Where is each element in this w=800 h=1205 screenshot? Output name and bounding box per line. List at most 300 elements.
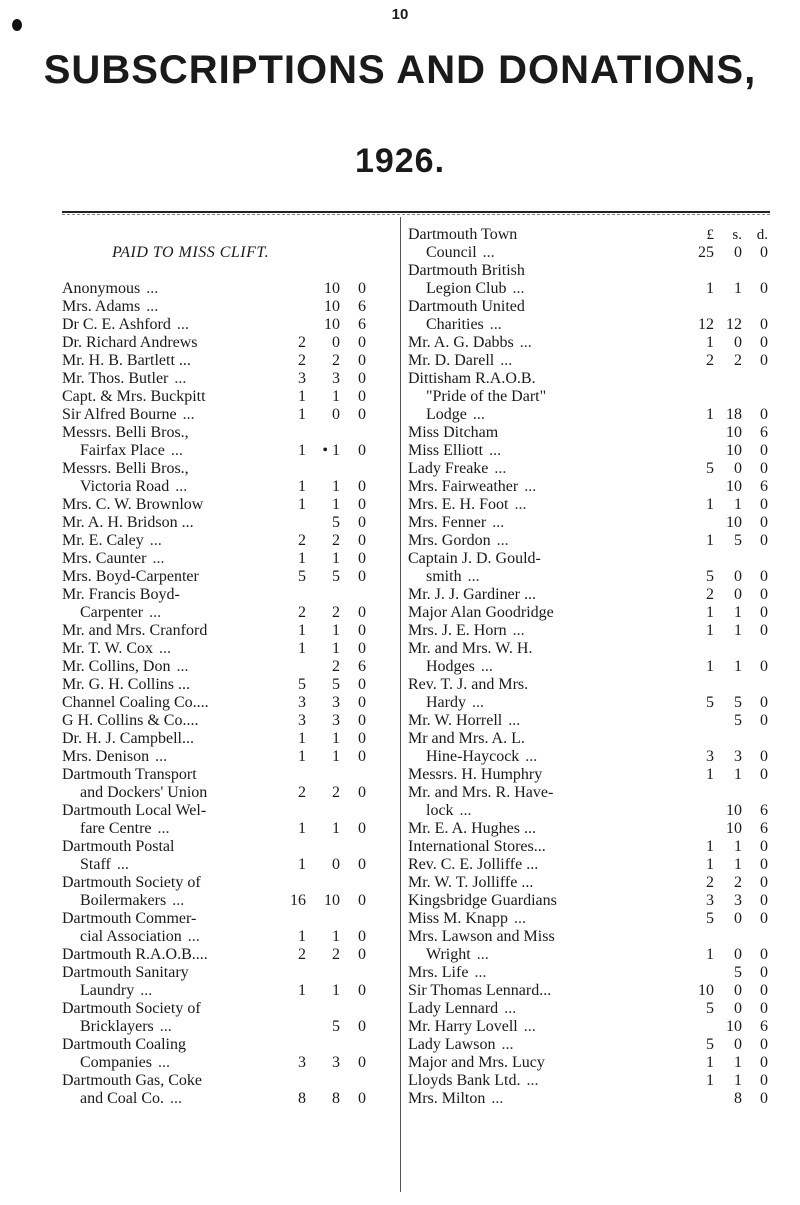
- donor-name-text: Miss Elliott: [408, 442, 484, 459]
- donor-name: [62, 964, 189, 982]
- donation-entry: [62, 604, 392, 622]
- amount-pence: 0: [358, 1054, 366, 1071]
- donation-entry: [62, 1018, 392, 1036]
- amount-shillings: 1: [332, 982, 340, 999]
- leader-dots: ...: [482, 244, 495, 261]
- leader-dots: ...: [492, 514, 505, 531]
- amount-shillings: 1: [332, 622, 340, 639]
- amount-pounds: 1: [298, 748, 306, 765]
- amount-shillings: 0: [734, 910, 742, 927]
- donor-name: [408, 676, 528, 694]
- donor-name: [408, 442, 501, 460]
- donor-name: [80, 1090, 182, 1108]
- donation-entry: [62, 496, 392, 514]
- donor-name: [408, 352, 512, 370]
- leader-dots: ...: [172, 892, 185, 909]
- donor-name-text: Mrs. E. H. Foot: [408, 496, 509, 513]
- leader-dots: ...: [474, 964, 487, 981]
- donor-name: [408, 1072, 538, 1090]
- leader-dots: ...: [489, 316, 502, 333]
- amount-pence: 0: [358, 280, 366, 297]
- amount-pence: 6: [760, 1018, 768, 1035]
- donor-name: [408, 1090, 503, 1108]
- donation-entry: [62, 424, 392, 442]
- leader-dots: ...: [159, 1018, 172, 1035]
- amount-pence: 0: [358, 496, 366, 513]
- donor-name: [80, 892, 184, 910]
- leader-dots: ...: [500, 352, 513, 369]
- column-divider: [400, 217, 401, 1192]
- donor-name: [408, 784, 553, 802]
- donation-entry: [408, 334, 774, 352]
- donation-entry: [62, 658, 392, 676]
- donor-name-text: Dartmouth Gas, Coke: [62, 1072, 202, 1089]
- donor-name-text: Dartmouth Transport: [62, 766, 197, 783]
- amount-pounds: 3: [298, 1054, 306, 1071]
- donor-name-text: Mrs. Fenner: [408, 514, 487, 531]
- donor-name-text: Mr. E. Caley: [62, 532, 144, 549]
- donor-name: [62, 766, 197, 784]
- donor-name: [62, 352, 191, 370]
- donation-entry: [408, 1000, 774, 1018]
- leader-dots: ...: [508, 712, 521, 729]
- donor-name-text: Dartmouth Local Wel-: [62, 802, 207, 819]
- amount-pounds: 1: [298, 820, 306, 837]
- donor-name: [62, 838, 174, 856]
- donation-entry: [408, 784, 774, 802]
- donation-entry: [408, 838, 774, 856]
- donor-name: [80, 604, 161, 622]
- donor-name: [62, 1036, 186, 1054]
- leader-dots: ...: [174, 370, 187, 387]
- donor-name: [408, 424, 498, 442]
- donation-entry: [408, 388, 774, 406]
- leader-dots: ...: [155, 748, 168, 765]
- donor-name: [62, 532, 162, 550]
- donation-entry: [62, 874, 392, 892]
- amount-pence: 0: [760, 1036, 768, 1053]
- amount-pence: 0: [760, 712, 768, 729]
- donor-name-text: Major Alan Goodridge: [408, 604, 554, 621]
- amount-pence: 0: [760, 964, 768, 981]
- donation-entry: [62, 1036, 392, 1054]
- amount-pounds: 1: [298, 496, 306, 513]
- amount-pence: 0: [760, 982, 768, 999]
- amount-pounds: 1: [298, 856, 306, 873]
- amount-pence: 0: [760, 658, 768, 675]
- amount-pounds: 8: [298, 1090, 306, 1107]
- amount-shillings: 3: [332, 712, 340, 729]
- donor-name-text: Staff: [80, 856, 111, 873]
- amount-pounds: 1: [706, 1072, 714, 1089]
- amount-pence: 0: [358, 442, 366, 459]
- donor-name: [426, 280, 524, 298]
- donor-name-text: cial Association: [80, 928, 182, 945]
- leader-dots: ...: [476, 946, 489, 963]
- left-column: [62, 226, 392, 1108]
- amount-pounds: 5: [706, 1000, 714, 1017]
- donation-entry: [408, 730, 774, 748]
- donor-name-text: Lady Freake: [408, 460, 489, 477]
- donor-name: [426, 388, 546, 406]
- donation-entry: [408, 676, 774, 694]
- donor-name-text: Council: [426, 244, 477, 261]
- leader-dots: ...: [158, 1054, 170, 1071]
- amount-pence: 0: [358, 928, 366, 945]
- donor-name: [408, 604, 554, 622]
- amount-pence: d.: [756, 227, 768, 243]
- donor-name: [426, 694, 484, 712]
- donor-name-text: G H. Collins & Co....: [62, 712, 199, 729]
- donation-entry: [408, 406, 774, 424]
- donation-entry: [62, 748, 392, 766]
- donor-name-text: Mrs. Gordon: [408, 532, 491, 549]
- donor-name-text: Dartmouth Sanitary: [62, 964, 189, 981]
- amount-shillings: 3: [332, 370, 340, 387]
- donor-name-text: smith: [426, 568, 462, 585]
- donor-name-text: Mr. Francis Boyd-: [62, 586, 180, 603]
- donor-name: [62, 280, 158, 298]
- amount-pence: 0: [358, 640, 366, 657]
- amount-pence: 0: [760, 910, 768, 927]
- leader-dots: ...: [525, 748, 538, 765]
- donor-name: [408, 892, 557, 910]
- amount-shillings: 1: [332, 730, 340, 747]
- donation-entry: [408, 244, 774, 262]
- amount-pence: 0: [358, 982, 366, 999]
- amount-shillings: 10: [324, 892, 340, 909]
- donor-name: [426, 244, 495, 262]
- amount-pence: 0: [760, 1072, 768, 1089]
- amount-pounds: 1: [706, 766, 714, 783]
- donation-entry: [408, 982, 774, 1000]
- donor-name-text: Dartmouth British: [408, 262, 525, 279]
- donor-name-text: and Dockers' Union: [80, 784, 208, 801]
- donation-entry: [62, 550, 392, 568]
- amount-shillings: 0: [734, 946, 742, 963]
- donor-name: [80, 820, 170, 838]
- donation-entry: [62, 388, 392, 406]
- donor-name-text: Boilermakers: [80, 892, 167, 909]
- donor-name: [408, 460, 506, 478]
- donor-name: [62, 298, 158, 316]
- donation-entry: [62, 910, 392, 928]
- amount-shillings: 0: [734, 1036, 742, 1053]
- amount-pence: 0: [358, 946, 366, 963]
- amount-pence: 0: [760, 694, 768, 711]
- donor-name-text: Dartmouth Coaling: [62, 1036, 186, 1053]
- donor-name: [62, 550, 164, 568]
- donation-entry: [408, 874, 774, 892]
- section-header: [62, 244, 392, 262]
- amount-shillings: 5: [332, 676, 340, 693]
- amount-pounds: 1: [706, 406, 714, 423]
- donor-name-text: Mrs. Milton: [408, 1090, 486, 1107]
- donor-name: [62, 622, 207, 640]
- donor-name-text: Dartmouth R.A.O.B....: [62, 946, 208, 963]
- amount-shillings: 3: [332, 1054, 340, 1071]
- donor-name-text: Dr C. E. Ashford: [62, 316, 171, 333]
- amount-pence: 0: [760, 280, 768, 297]
- donor-name: [80, 982, 152, 1000]
- donation-entry: [62, 730, 392, 748]
- donation-entry: [408, 640, 774, 658]
- amount-shillings: 1: [332, 640, 340, 657]
- amount-pounds: 2: [298, 334, 306, 351]
- amount-shillings: 5: [734, 712, 742, 729]
- amount-shillings: 0: [734, 982, 742, 999]
- donor-name: [62, 712, 198, 730]
- donation-entry: [408, 496, 774, 514]
- amount-pounds: 1: [706, 622, 714, 639]
- amount-pence: 0: [760, 514, 768, 531]
- donor-name-text: Hodges: [426, 658, 475, 675]
- donor-name: [62, 586, 180, 604]
- amount-shillings: 2: [734, 874, 742, 891]
- donor-name: [408, 838, 546, 856]
- amount-shillings: 1: [734, 1054, 742, 1071]
- amount-shillings: 1: [734, 658, 742, 675]
- donor-name-text: Channel Coaling Co....: [62, 694, 209, 711]
- donor-name-text: Mrs. Caunter: [62, 550, 147, 567]
- donor-name-text: Mr. A. H. Bridson ...: [62, 514, 194, 531]
- donor-name-text: Mr. and Mrs. W. H.: [408, 640, 533, 657]
- donation-entry: [62, 316, 392, 334]
- donation-entry: [408, 1018, 774, 1036]
- amount-pence: 0: [760, 586, 768, 603]
- amount-pence: 0: [358, 676, 366, 693]
- amount-shillings: s.: [732, 227, 742, 243]
- amount-shillings: 5: [332, 1018, 340, 1035]
- amount-shillings: 10: [726, 424, 742, 441]
- donation-entry: [408, 460, 774, 478]
- amount-shillings: 2: [734, 352, 742, 369]
- amount-pence: 0: [358, 406, 366, 423]
- amount-shillings: 1: [734, 496, 742, 513]
- donation-entry: [408, 226, 774, 244]
- amount-pounds: 1: [706, 280, 714, 297]
- amount-shillings: 5: [332, 568, 340, 585]
- amount-pounds: 2: [706, 586, 714, 603]
- donation-entry: [62, 640, 392, 658]
- donor-name-text: Dartmouth Society of: [62, 1000, 201, 1017]
- amount-pence: 0: [760, 604, 768, 621]
- amount-shillings: 10: [726, 1018, 742, 1035]
- amount-shillings: 0: [734, 334, 742, 351]
- donor-name: [408, 550, 541, 568]
- donor-name: [62, 910, 196, 928]
- donor-name-text: Mr. T. W. Cox: [62, 640, 153, 657]
- donation-entry: [62, 946, 392, 964]
- amount-pence: 0: [358, 820, 366, 837]
- amount-pence: 0: [760, 946, 768, 963]
- donor-name: [408, 910, 526, 928]
- blank-line: [62, 262, 392, 280]
- donor-name: [408, 1000, 516, 1018]
- amount-shillings: 1: [734, 280, 742, 297]
- donation-entry: [62, 838, 392, 856]
- leader-dots: ...: [158, 640, 171, 657]
- amount-pence: 0: [760, 334, 768, 351]
- donor-name-text: Dartmouth United: [408, 298, 525, 315]
- donation-entry: [62, 532, 392, 550]
- donor-name: [62, 874, 201, 892]
- amount-shillings: 2: [332, 658, 340, 675]
- amount-pence: 0: [358, 1090, 366, 1107]
- donation-entry: [62, 820, 392, 838]
- donor-name-text: fare Centre: [80, 820, 152, 837]
- donor-name-text: Mr. Harry Lovell: [408, 1018, 518, 1035]
- donor-name-text: Bricklayers: [80, 1018, 154, 1035]
- donor-name-text: Rev. T. J. and Mrs.: [408, 676, 529, 693]
- donor-name-text: Mr. A. G. Dabbs: [408, 334, 514, 351]
- donor-name-text: Mr. Thos. Butler: [62, 370, 169, 387]
- donation-entry: [408, 514, 774, 532]
- amount-pounds: 1: [298, 442, 306, 459]
- amount-pence: 0: [358, 568, 366, 585]
- blank-line: [62, 226, 392, 244]
- donor-name: [62, 946, 208, 964]
- donation-entry: [62, 442, 392, 460]
- leader-dots: ...: [494, 460, 507, 477]
- donation-entry: [62, 712, 392, 730]
- donation-entry: [62, 298, 392, 316]
- donor-name: [426, 748, 537, 766]
- amount-pounds: 3: [298, 712, 306, 729]
- donation-entry: [408, 262, 774, 280]
- donor-name-text: Hardy: [426, 694, 466, 711]
- donation-entry: [62, 1072, 392, 1090]
- leader-dots: ...: [512, 280, 525, 297]
- donor-name-text: Hine-Haycock: [426, 748, 520, 765]
- leader-dots: ...: [149, 604, 162, 621]
- donor-name: [62, 802, 206, 820]
- amount-pounds: 3: [298, 370, 306, 387]
- amount-pence: 0: [358, 712, 366, 729]
- donor-name-text: Mr. J. J. Gardiner ...: [408, 586, 536, 603]
- donation-entry: [408, 568, 774, 586]
- amount-pounds: 3: [706, 748, 714, 765]
- donation-entry: [62, 694, 392, 712]
- donation-entry: [408, 766, 774, 784]
- amount-pounds: 1: [706, 1054, 714, 1071]
- donation-entry: [408, 370, 774, 388]
- amount-pence: 0: [358, 352, 366, 369]
- donor-name-text: Mrs. Lawson and Miss: [408, 928, 555, 945]
- amount-pounds: 1: [298, 550, 306, 567]
- donation-entry: [62, 622, 392, 640]
- amount-pence: 0: [760, 406, 768, 423]
- donor-name-text: "Pride of the Dart": [426, 388, 547, 405]
- page-heading: SUBSCRIPTIONS AND DONATIONS,: [43, 48, 757, 92]
- amount-shillings: 5: [734, 694, 742, 711]
- donor-name-text: Dartmouth Town: [408, 226, 518, 243]
- amount-pence: 0: [760, 856, 768, 873]
- donation-entry: [408, 442, 774, 460]
- donor-name-text: Wright: [426, 946, 471, 963]
- donor-name-text: Laundry: [80, 982, 135, 999]
- donation-entry: [408, 712, 774, 730]
- amount-pounds: 25: [698, 244, 714, 261]
- donor-name-text: International Stores...: [408, 838, 546, 855]
- amount-pounds: 5: [298, 676, 306, 693]
- donor-name: [62, 460, 189, 478]
- donor-name-text: Mrs. C. W. Brownlow: [62, 496, 204, 513]
- amount-pence: 6: [760, 802, 768, 819]
- amount-shillings: 0: [734, 1000, 742, 1017]
- amount-shillings: 1: [734, 604, 742, 621]
- donor-name: [426, 946, 489, 964]
- donation-entry: [62, 586, 392, 604]
- donor-name: [426, 316, 502, 334]
- donor-name: [80, 1054, 170, 1072]
- donor-name: [62, 694, 209, 712]
- amount-pounds: 12: [698, 316, 714, 333]
- donation-entry: [62, 928, 392, 946]
- amount-shillings: 5: [734, 964, 742, 981]
- amount-pounds: 5: [706, 910, 714, 927]
- donation-entry: [62, 334, 392, 352]
- amount-pence: 0: [358, 514, 366, 531]
- donor-name: [408, 928, 555, 946]
- donor-name-text: Mrs. Adams: [62, 298, 141, 315]
- amount-pounds: 5: [298, 568, 306, 585]
- amount-pounds: 1: [706, 838, 714, 855]
- amount-pence: 0: [358, 388, 366, 405]
- amount-shillings: 1: [332, 388, 340, 405]
- amount-shillings: 5: [734, 532, 742, 549]
- donor-name: [408, 298, 525, 316]
- amount-pence: 0: [760, 838, 768, 855]
- amount-pence: 0: [760, 892, 768, 909]
- page-year: 1926.: [354, 142, 446, 180]
- amount-pence: 6: [358, 658, 366, 675]
- amount-pence: 0: [760, 568, 768, 585]
- donor-name-text: Sir Alfred Bourne: [62, 406, 177, 423]
- donor-name-text: Kingsbridge Guardians: [408, 892, 557, 909]
- donor-name: [408, 622, 525, 640]
- donor-name: [62, 640, 171, 658]
- donation-entry: [62, 1000, 392, 1018]
- donation-entry: [62, 802, 392, 820]
- amount-pounds: 1: [706, 496, 714, 513]
- donor-name: [80, 1018, 172, 1036]
- amount-pounds: 1: [298, 406, 306, 423]
- donor-name-text: Lady Lennard: [408, 1000, 499, 1017]
- donor-name-text: Capt. & Mrs. Buckpitt: [62, 388, 206, 405]
- leader-dots: ...: [467, 568, 480, 585]
- amount-shillings: 1: [332, 496, 340, 513]
- amount-shillings: 0: [734, 586, 742, 603]
- donation-entry: [408, 604, 774, 622]
- donation-entry: [62, 784, 392, 802]
- donor-name-text: Mr. W. Horrell: [408, 712, 503, 729]
- donor-name: [408, 964, 486, 982]
- leader-dots: ...: [152, 550, 165, 567]
- donor-name: [426, 802, 472, 820]
- donor-name-text: Mrs. J. E. Horn: [408, 622, 507, 639]
- amount-pence: 0: [358, 478, 366, 495]
- amount-shillings: 2: [332, 784, 340, 801]
- donor-name: [408, 730, 525, 748]
- amount-shillings: 8: [332, 1090, 340, 1107]
- leader-dots: ...: [472, 406, 485, 423]
- donor-name: [62, 748, 167, 766]
- leader-dots: ...: [519, 334, 532, 351]
- donor-name-text: Messrs. Belli Bros.,: [62, 460, 189, 477]
- donation-entry: [62, 856, 392, 874]
- donor-name-text: Lady Lawson: [408, 1036, 496, 1053]
